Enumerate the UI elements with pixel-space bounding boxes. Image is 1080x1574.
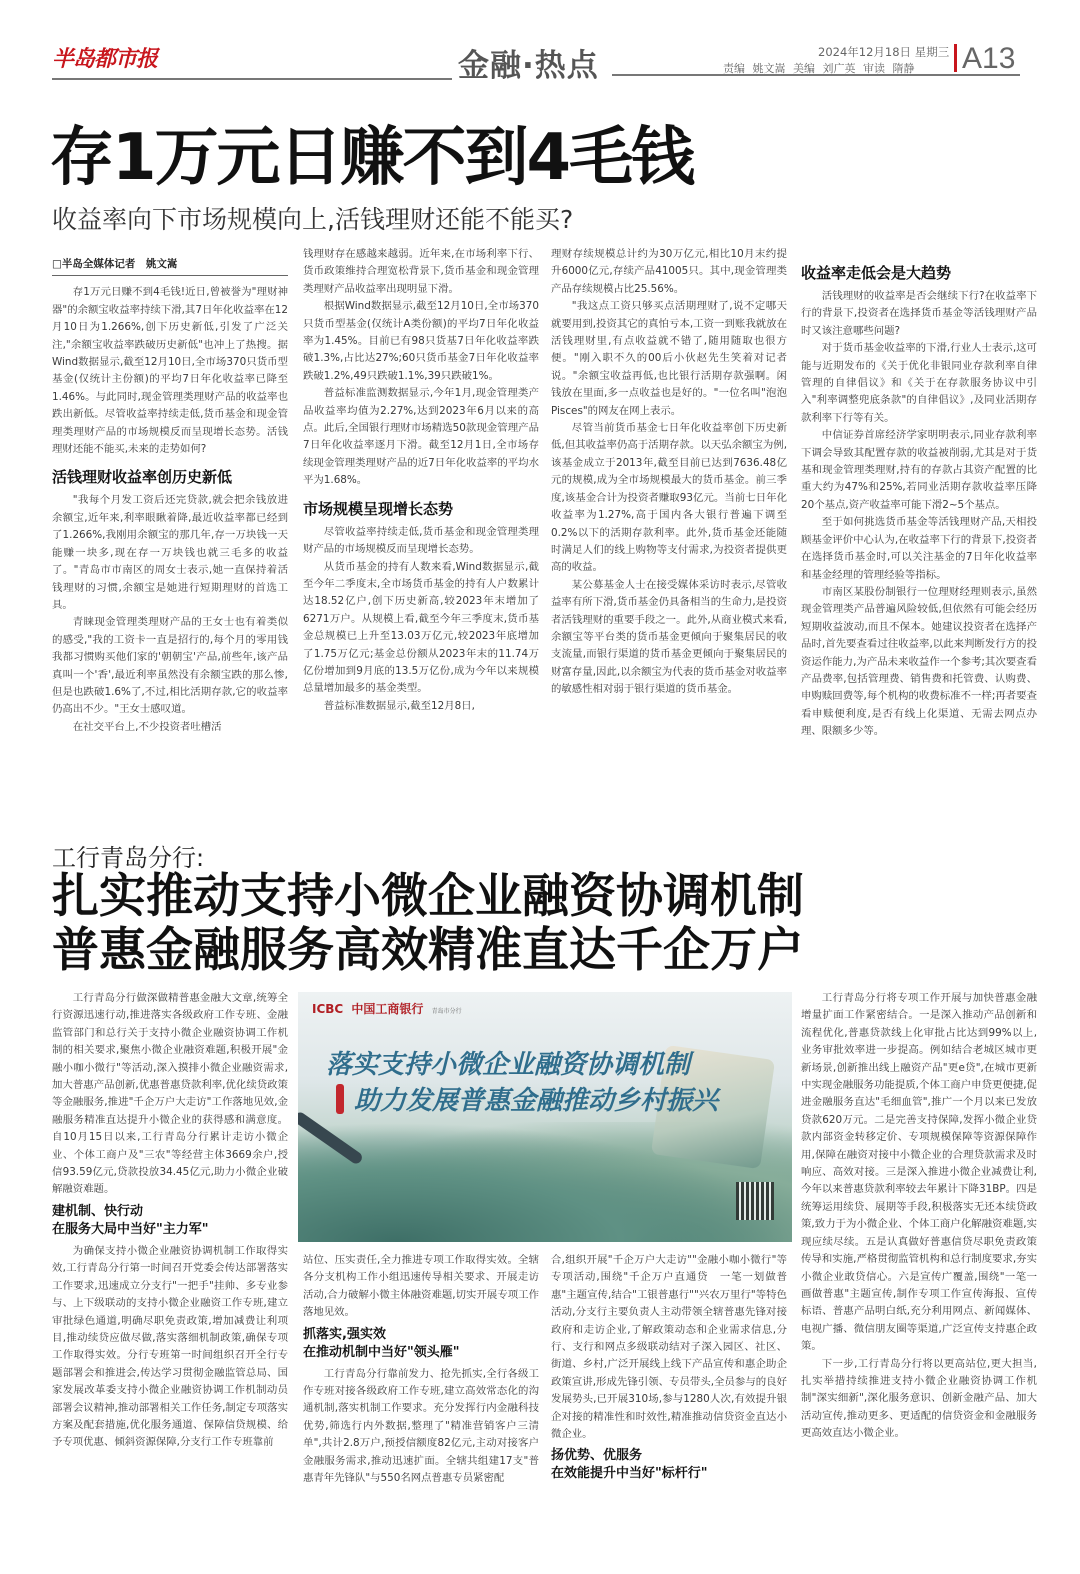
paragraph: 对于货币基金收益率的下滑,行业人士表示,这可能与近期发布的《关于优化非银同业存款利率自律管理的自律倡议》和《关于在存款服务协议中引入"利率调整兜底条款"的自律倡议》,及同业活期存款利率下行等有关。	[801, 342, 1037, 424]
paragraph: 某公募基金人士在接受媒体采访时表示,尽管收益率有所下滑,货币基金仍具备相当的生命力,是投资者活钱理财的重要手段之一。此外,从商业模式来看,余额宝等平台类的货币基金更倾向于聚集居民的收支流量,而银行渠道的货币基金更倾向于聚集居民的财富存量,因此,以余额宝为代表的货币基金对收益率的敏感性相对弱于银行渠道的货币基金。	[551, 578, 787, 696]
date: 2024年12月18日	[818, 45, 912, 59]
paragraph: 合,组织开展"千企万户大走访""金融小咖小微行"等专项活动,围绕"千企万户直通贷 一笔一划做普惠"主题宣传,结合"工银普惠行""兴农万里行"等特色活动,分支行主要负责人主动带领全辖普惠先锋对接政府和走访企业,了解政策动态和企业需求信息,分行、支行和网点多级联动结对子深入园区、社区、街道、乡村,广泛开展线上线下产品宣传和惠企助企政策宣讲,形成先锋引领、专员带头,全员参与的良好发展势头,已开展310场,参与1280人次,有效提升银企对接的精准性和时效性,精准推动信贷资金直达小微企业。	[551, 1254, 787, 1441]
ad-slogan-line1: 落实支持小微企业融资协调机制	[326, 1050, 691, 1080]
story1-column-3	[551, 246, 787, 699]
paragraph: 尽管当前货币基金七日年化收益率创下历史新低,但其收益率仍高于活期存款。以天弘余额宝为例,该基金成立于2013年,截至目前已达到7636.48亿元的规模,成为全市场规模最大的货币基金。前三季度,该基金合计为投资者赚取93亿元。当前七日年化收益率为1.27%,高于国内各大银行普遍下调至0.2%以下的活期存款利率。此外,货币基金还能随时满足人们的线上购物等支付需求,为投资者提供更高的收益。	[551, 422, 787, 574]
page-number: A13	[962, 42, 1016, 75]
masthead-rule-left	[52, 78, 452, 80]
ad-slogan-line2: 助力发展普惠金融推动乡村振兴	[354, 1086, 719, 1116]
heading-line: 在服务大局中当好"主力军"	[52, 1221, 209, 1237]
paragraph: 青睐现金管理类理财产品的王女士也有着类似的感受,"我的工资卡一直是招行的,每个月的零用钱我都习惯购买他们家的'朝朝宝'产品,前些年,该产品真叫一个'香',最近利率虽然没有余额宝跌的那么惨,但是也跌破1.6%了,不过,相比活期存款,它的收益率仍高出不少。"王女士感叹道。	[52, 616, 288, 716]
section-heading: 活钱理财收益率创历史新低	[52, 468, 233, 487]
story2-kicker: 工行青岛分行:	[52, 844, 205, 872]
paragraph: 下一步,工行青岛分行将以更高站位,更大担当,扎实举措持续推进支持小微企业融资协调工作机制"深实细新",深化服务意识、创新金融产品、加大活动宣传,推动更多、更适配的信贷资金和金融服务更高效直达小微企业。	[801, 1357, 1037, 1440]
paragraph: 尽管收益率持续走低,货币基金和现金管理类理财产品的市场规模反而呈现增长态势。	[303, 525, 539, 556]
staff-credits: 责编 姚文嵩 美编 刘广英 审读 隋静	[723, 62, 915, 75]
section-heading	[52, 1203, 288, 1239]
section-heading: 市场规模呈现增长态势	[303, 499, 454, 518]
paragraph: 普益标准监测数据显示,今年1月,现金管理类产品收益率均值为2.27%,达到2023年6月以来的高点。此后,全国银行理财市场精选50款现金管理产品7日年化收益率逐月下滑。截至12月1日,全市场存续现金管理类理财产品的近7日年化收益率的平均水平为1.68%。	[303, 387, 539, 487]
story1-column-2	[303, 246, 539, 715]
heading-line: 扬优势、优服务	[551, 1448, 643, 1464]
paragraph: 理财存续规模总计约为30万亿元,相比10月末约提升6000亿元,存续产品41005只。其中,现金管理类产品存续规模占比25.56%。	[551, 248, 787, 295]
paragraph: 工行青岛分行靠前发力、抢先抓实,全行各级工作专班对接各级政府工作专班,建立高效常态化的沟通机制,落实机制工作要求。充分发挥行内金融科技优势,筛选行内外数据,整理了"精准营销客户三清单",共计2.8万户,预授信额度82亿元,主动对接客户金融服务需求,推动迅速扩面。全辖共组建17支"普惠青年先锋队"与550名网点普惠专员紧密配	[303, 1367, 539, 1485]
red-seal-icon	[336, 1084, 344, 1114]
paragraph: 在社交平台上,不少投资者吐槽活	[72, 720, 222, 733]
paragraph: 钱理财存在感越来越弱。近年来,在市场利率下行、货币政策维持合理宽松背景下,货币基金和现金管理类理财产品收益率出现明显下滑。	[303, 248, 539, 295]
brand-cn: 中国工商银行	[351, 1002, 424, 1016]
paragraph: 普益标准数据显示,截至12月8日,	[323, 699, 475, 712]
paragraph: 至于如何挑选货币基金等活钱理财产品,天相投顾基金评价中心认为,在收益率下行的背景下,投资者在选择货币基金时,可以关注基金的7日年化收益率和基金经理的管理经验等指标。	[801, 516, 1037, 581]
story1-column-1	[52, 256, 288, 736]
story1-column-4	[801, 262, 1037, 741]
paragraph: 站位、压实责任,全力推进专项工作取得实效。全辖各分支机构工作小组迅速传导相关要求、开展走访活动,合力破解小微主体融资难题,切实开展专项工作落地见效。	[303, 1254, 539, 1319]
heading-line: 在推动机制中当好"领头雁"	[303, 1344, 460, 1360]
icbc-advertisement	[298, 992, 792, 1242]
story1-subheadline: 收益率向下市场规模向上,活钱理财还能不能买?	[52, 205, 574, 234]
story1-headline: 存1万元日赚不到4毛钱	[50, 121, 694, 195]
paragraph: 为确保支持小微企业融资协调机制工作取得实效,工行青岛分行第一时间召开党委会传达部署落实工作要求,迅速成立分支行"一把手"挂帅、多专业参与、上下级联动的支持小微企业融资工作专班,建立审批绿色通道,明确尽职免责政策,增加减费让利项目,推动续贷应做尽做,落实落细机制政策,确保专项工作取得实效。分行专班第一时间组织召开全行专题部署会和推进会,传达学习贯彻金融监管总局、国家发展改革委支持小微企业融资协调工作机制动员部署会议精神,推动部署相关工作任务,制定专项落实方案及配套措施,优化服务通道、保障信贷规模、给予专项优惠、倾斜资源保障,分支行工作专班靠前	[52, 1244, 288, 1449]
story2-headline-line2: 普惠金融服务高效精准直达千企万户	[52, 923, 804, 978]
page-marker-bar	[954, 44, 957, 72]
dateline	[818, 44, 949, 60]
paragraph: 市南区某股份制银行一位理财经理则表示,虽然现金管理类产品普遍风险较低,但依然有可能会经历短期收益波动,而且不保本。她建议投资者在选择产品时,首先要查看过往收益率,以此来判断发行方的投资运作能力,为产品未来收益作一个参考;其次要查看产品费率,包括管理费、销售费和托管费、认购费、申购赎回费等,每个机构的收费标准不一样;再者要查看申赎便利度,是否有线上化渠道、无需去网点办理、限额多少等。	[801, 585, 1037, 738]
story2-column-2	[303, 1252, 539, 1487]
section-heading: 收益率走低会是大趋势	[801, 264, 952, 282]
paragraph: "我每个月发工资后还完贷款,就会把余钱放进余额宝,近年来,利率眼瞅着降,最近收益率都已经到了1.266%,我刚用余额宝的那几年,存一万块钱一天能赚一块多,现在存一万块钱也就三毛多的收益了。"青岛市市南区的周女士表示,她一直保持着活钱理财的习惯,余额宝是她进行短期理财的首选工具。	[52, 494, 288, 611]
paragraph: 工行青岛分行将专项工作开展与加快普惠金融增量扩面工作紧密结合。一是深入推动产品创新和流程优化,普惠贷款线上化审批占比达到99%以上,业务审批效率进一步提高。例如结合老城区城市更新场景,创新推出线上融资产品"更e贷",在城市更新中实现金融服务功能提质,个体工商户申贷更便捷,促进金融服务直达"毛细血管",推广一个月以来已发放贷款620万元。二是完善支持保障,发挥小微企业贷款内部资金转移定价、专项规模保障等资源保障作用,保障在融资对接中小微企业的合理贷款需求及时响应、高效对接。三是深入推进小微企业减费让利,今年以来普惠贷款利率较去年累计下降31BP。四是统筹运用续贷、展期等手段,积极落实无还本续贷政策,致力于为小微企业、个体工商户化解融资难题,实现应续尽续。五是认真做好普惠信贷尽职免责政策传导和实施,严格贯彻监管机构和总行制度要求,夯实小微企业敢贷信心。六是宣传广覆盖,围绕"一笔一画做普惠"主题宣传,制作专项工作宣传海报、宣传标语、普惠产品明白纸,充分利用网点、新闻媒体、电视广播、微信朋友圈等渠道,广泛宣传支持惠企政策。	[801, 992, 1037, 1353]
paragraph: 活钱理财的收益率是否会继续下行?在收益率下行的背景下,投资者在选择货币基金等活钱理财产品时又该注意哪些问题?	[801, 290, 1037, 337]
paragraph: 根据Wind数据显示,截至12月10日,全市场370只货币型基金(仅统计A类份额)的平均7日年化收益率为1.45%。目前已有98只货基7日年化收益率跌破1.3%,占比达27%;60只货币基金7日年化收益率跌破1.2%,49只跌破1.1%,39只跌破1%。	[303, 300, 539, 382]
story2-column-3	[551, 1252, 787, 1487]
heading-line: 建机制、快行动	[52, 1203, 144, 1219]
qr-code-icon	[736, 1182, 774, 1220]
weekday: 星期三	[914, 45, 950, 59]
paragraph: 工行青岛分行做深做精普惠金融大文章,统筹全行资源迅速行动,推进落实各级政府工作专班、金融监管部门和总行关于支持小微企业融资协调工作机制的相关要求,聚焦小微企业融资难题,积极开展"金融小咖小微行"等活动,深入摸排小微企业融资需求,加大普惠产品创新,优惠普惠贷款利率,优化续贷政策等金融服务,推进"千企万户大走访"工作落地见效,金融服务精准直达提升小微企业的获得感和满意度。自10月15日以来,工行青岛分行累计走访小微企业、个体工商户及"三农"等经营主体3669余户,授信93.59亿元,贷款投放34.45亿元,助力小微企业破解融资难题。	[52, 992, 288, 1196]
branch-name: 青岛市分行	[431, 1008, 462, 1015]
paragraph: 中信证券首席经济学家明明表示,同业存款利率下调会导致其配置存款的收益被削弱,尤其是对于货基和现金管理类理财,持有的存款占其资产配置的比重大约为47%和25%,若同业活期存款收益率压降20个基点,资产收益率可能下滑2~5个基点。	[801, 429, 1037, 511]
section-heading	[551, 1447, 787, 1483]
section-title: 金融·热点	[458, 48, 599, 84]
byline: □半岛全媒体记者 姚文嵩	[52, 256, 288, 276]
newspaper-logo: 半岛都市报	[52, 46, 158, 72]
brand-en: ICBC	[312, 1002, 344, 1016]
story2-column-1	[52, 990, 288, 1452]
heading-line: 抓落实,强实效	[303, 1326, 386, 1342]
story2-column-4	[801, 990, 1037, 1443]
icbc-logo	[312, 1000, 462, 1017]
section-heading	[303, 1326, 539, 1362]
story2-headline-line1: 扎实推动支持小微企业融资协调机制	[52, 869, 804, 924]
paragraph: 存1万元日赚不到4毛钱!近日,曾被誉为"理财神器"的余额宝收益率持续下滑,其7日年化收益率在12月10日为1.266%,创下历史新低,引发了广泛关注,"余额宝收益率跌破历史新低"也冲上了热搜。据Wind数据显示,截至12月10日,全市场370只货币型基金(仅统计主份额)的平均7日年化收益率已降至1.46%。与此同时,现金管理类理财产品的收益率也跌出新低。尽管收益率持续走低,货币基金和现金管理类理财产品的市场规模反而呈现增长态势。活钱理财还能不能买,未来的走势如何?	[52, 286, 288, 456]
paragraph: "我这点工资只够买点活期理财了,说不定哪天就要用到,投资其它的真怕亏本,工资一到账我就放在活钱理财里,有点收益就不错了,随用随取也很方便。"刚入职不久的00后小伙赵先生笑着对记者说。"余额宝收益再低,也比银行活期存款强啊。闲钱放在里面,多一点收益也是好的。"一位名叫"泡泡Pisces"的网友在网上表示。	[551, 300, 787, 417]
heading-line: 在效能提升中当好"标杆行"	[551, 1466, 708, 1482]
paragraph: 从货币基金的持有人数来看,Wind数据显示,截至今年二季度末,全市场货币基金的持有人户数累计达18.52亿户,创下历史新高,较2023年末增加了6271万户。从规模上看,截至今年三季度末,货币基金总规模已上升至13.03万亿元,较2023年底增加了1.75万亿元;基金总份额从2023年末的11.74万亿份增加到9月底的13.5万亿份,成为今年以来规模总量增加最多的基金类型。	[303, 560, 539, 695]
